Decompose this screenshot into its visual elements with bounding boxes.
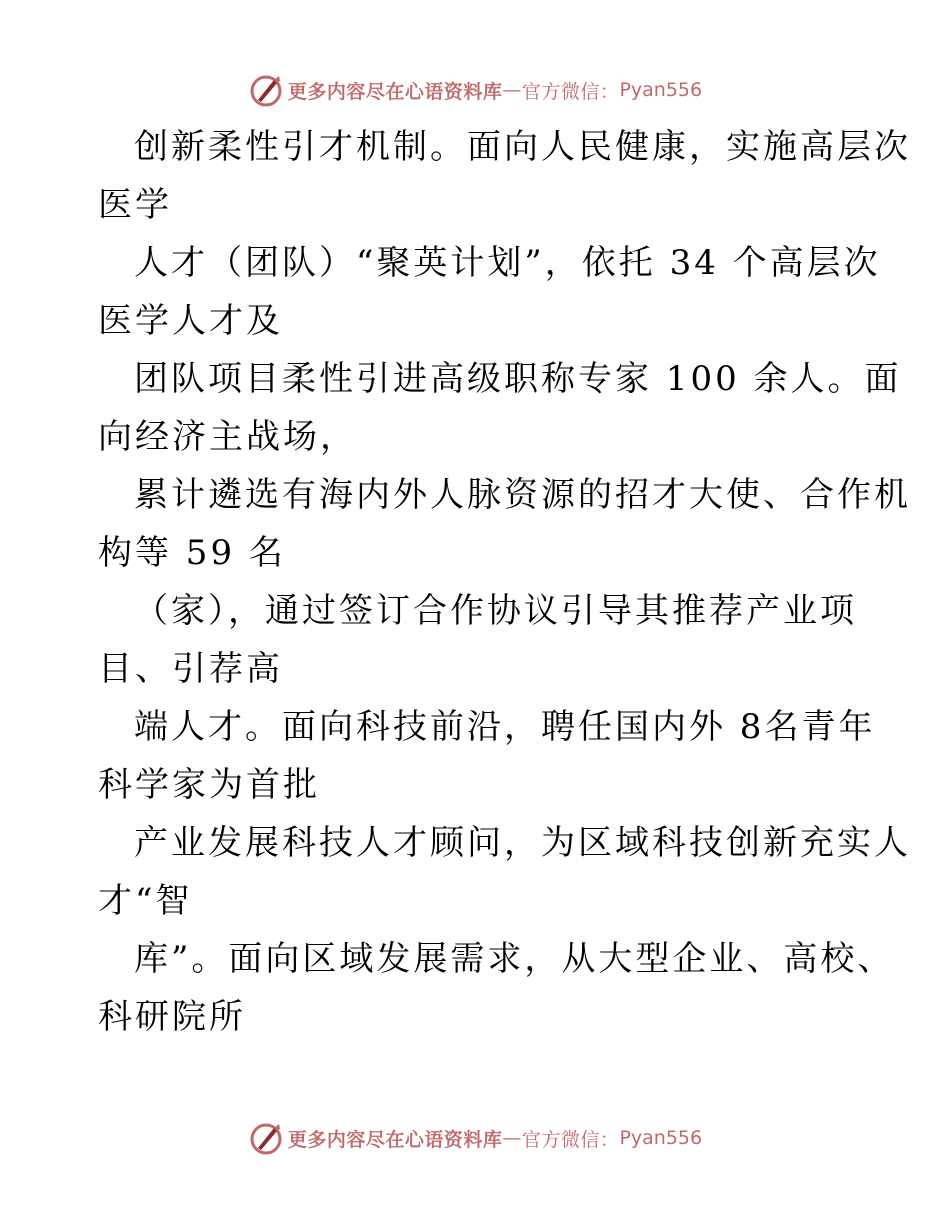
footer-wechat-id: Pyan556 (619, 1127, 703, 1149)
footer-wechat-label: 官方微信： (521, 1128, 620, 1151)
footer-banner (0, 1118, 950, 1158)
header-banner (0, 70, 950, 110)
text-line: 团队项目柔性引进高级职称专家 100 余人。面 (134, 359, 902, 399)
quill-logo-icon (248, 1120, 284, 1156)
text-line: 科研院所 (98, 997, 246, 1037)
text-line: 医学人才及 (98, 301, 283, 341)
text-line: 库”。面向区域发展需求，从大型企业、高校、 (134, 939, 895, 979)
text-line: 医学 (98, 185, 172, 225)
text-line: 向经济主战场， (98, 417, 357, 457)
text-line: 人才（团队）“聚英计划”，依托 34 个高层次 (134, 243, 881, 283)
text-line: 累计遴选有海内外人脉资源的招才大使、合作机 (134, 475, 911, 515)
text-line: 才“智 (98, 881, 193, 921)
header-site-text: 更多内容尽在心语资料库 (287, 80, 503, 103)
text-line: 构等 59 名 (98, 533, 286, 573)
text-line: 科学家为首批 (98, 765, 320, 805)
text-line: 创新柔性引才机制。面向人民健康，实施高层次 (134, 127, 911, 167)
footer-site-text: 更多内容尽在心语资料库 (287, 1128, 503, 1151)
header-wechat-id: Pyan556 (619, 79, 703, 101)
text-line: 目、引荐高 (98, 649, 283, 689)
text-line: （家），通过签订合作协议引导其推荐产业项 (134, 591, 857, 631)
quill-logo-icon (248, 72, 284, 108)
header-dash: — (502, 79, 522, 101)
footer-dash: — (502, 1127, 522, 1149)
text-line: 产业发展科技人才顾问，为区域科技创新充实人 (134, 823, 911, 863)
text-line: 端人才。面向科技前沿，聘任国内外 8名青年 (134, 707, 876, 747)
header-wechat-label: 官方微信： (521, 80, 620, 103)
body-text (98, 118, 911, 1046)
